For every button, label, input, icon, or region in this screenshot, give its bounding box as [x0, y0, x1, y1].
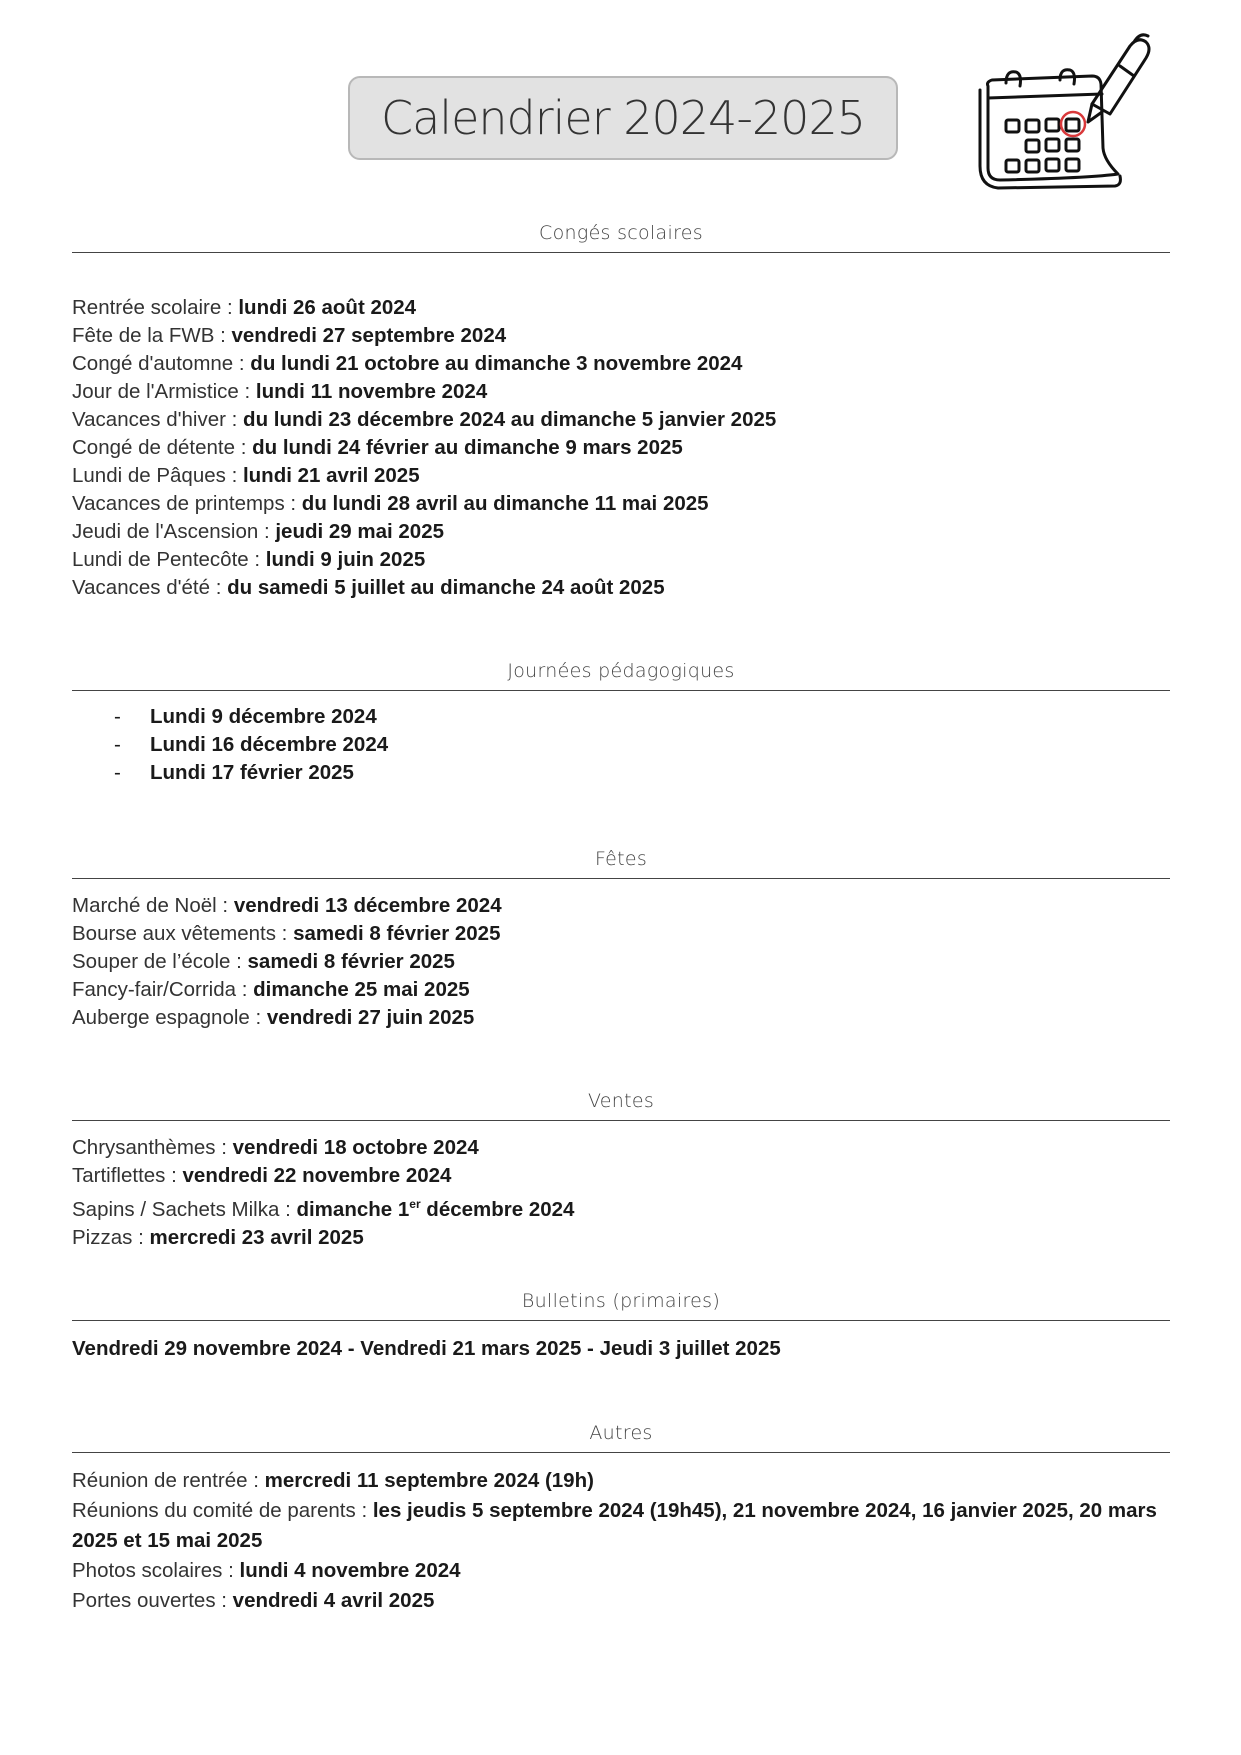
list-item: Rentrée scolaire : lundi 26 août 2024	[72, 296, 417, 319]
list-item: Fête de la FWB : vendredi 27 septembre 2024	[72, 324, 507, 347]
list-item: Pizzas : mercredi 23 avril 2025	[72, 1225, 364, 1249]
section-heading: Congés scolaires	[72, 224, 1170, 253]
list-item: Sapins / Sachets Milka : dimanche 1er décembre 2024	[72, 1197, 575, 1221]
ventes-list	[72, 1134, 1170, 1252]
list-item: Lundi de Pentecôte : lundi 9 juin 2025	[72, 548, 426, 571]
list-item: Chrysanthèmes : vendredi 18 octobre 2024	[72, 1136, 479, 1159]
list-item: Vacances d'hiver : du lundi 23 décembre 2024 au dimanche 5 janvier 2025	[72, 408, 777, 431]
list-item: - Lundi 16 décembre 2024	[114, 733, 389, 756]
pedago-list	[72, 703, 1170, 787]
list-item: Tartiflettes : vendredi 22 novembre 2024	[72, 1164, 452, 1187]
fetes-list	[72, 892, 1170, 1032]
section-heading: Autres	[72, 1424, 1170, 1453]
section-heading: Fêtes	[72, 850, 1170, 879]
section-heading: Journées pédagogiques	[72, 662, 1170, 691]
list-item: - Lundi 17 février 2025	[114, 761, 354, 784]
list-item: Souper de l’école : samedi 8 février 2025	[72, 950, 455, 973]
list-item: Portes ouvertes : vendredi 4 avril 2025	[72, 1589, 435, 1612]
list-item: Photos scolaires : lundi 4 novembre 2024	[72, 1559, 461, 1582]
conges-list	[72, 294, 1170, 602]
section-conges-scolaires	[72, 224, 1170, 602]
list-item: - Lundi 9 décembre 2024	[114, 705, 377, 728]
list-item: Bourse aux vêtements : samedi 8 février 2025	[72, 922, 501, 945]
bulletins-dates: Vendredi 29 novembre 2024 - Vendredi 21 mars 2025 - Jeudi 3 juillet 2025	[72, 1337, 781, 1360]
section-heading: Bulletins (primaires)	[72, 1292, 1170, 1321]
list-item: Congé de détente : du lundi 24 février au dimanche 9 mars 2025	[72, 436, 683, 459]
calendar-with-pen-icon	[970, 28, 1170, 198]
page-title: Calendrier 2024-2025	[380, 91, 865, 145]
section-journees-pedagogiques	[72, 662, 1170, 787]
list-item: Auberge espagnole : vendredi 27 juin 2025	[72, 1006, 475, 1029]
section-autres	[72, 1424, 1170, 1616]
list-item: Marché de Noël : vendredi 13 décembre 2024	[72, 894, 502, 917]
title-box	[348, 76, 898, 160]
list-item: Réunion de rentrée : mercredi 11 septembre 2024 (19h)	[72, 1469, 594, 1492]
list-item: Lundi de Pâques : lundi 21 avril 2025	[72, 464, 420, 487]
list-item: Congé d'automne : du lundi 21 octobre au dimanche 3 novembre 2024	[72, 352, 743, 375]
section-fetes	[72, 850, 1170, 1032]
section-ventes	[72, 1092, 1170, 1252]
list-item: Vacances d'été : du samedi 5 juillet au dimanche 24 août 2025	[72, 576, 665, 599]
list-item: Vacances de printemps : du lundi 28 avril au dimanche 11 mai 2025	[72, 492, 709, 515]
list-item: Jour de l'Armistice : lundi 11 novembre 2024	[72, 380, 488, 403]
list-item: Fancy-fair/Corrida : dimanche 25 mai 2025	[72, 978, 470, 1001]
list-item: Jeudi de l'Ascension : jeudi 29 mai 2025	[72, 520, 444, 543]
section-heading: Ventes	[72, 1092, 1170, 1121]
autres-list	[72, 1466, 1170, 1616]
list-item: Réunions du comité de parents : les jeudis 5 septembre 2024 (19h45), 21 novembre 2024, 16 janvier 2025, 20 mars 2025 et 15 mai 2025	[72, 1499, 1157, 1552]
section-bulletins	[72, 1292, 1170, 1363]
